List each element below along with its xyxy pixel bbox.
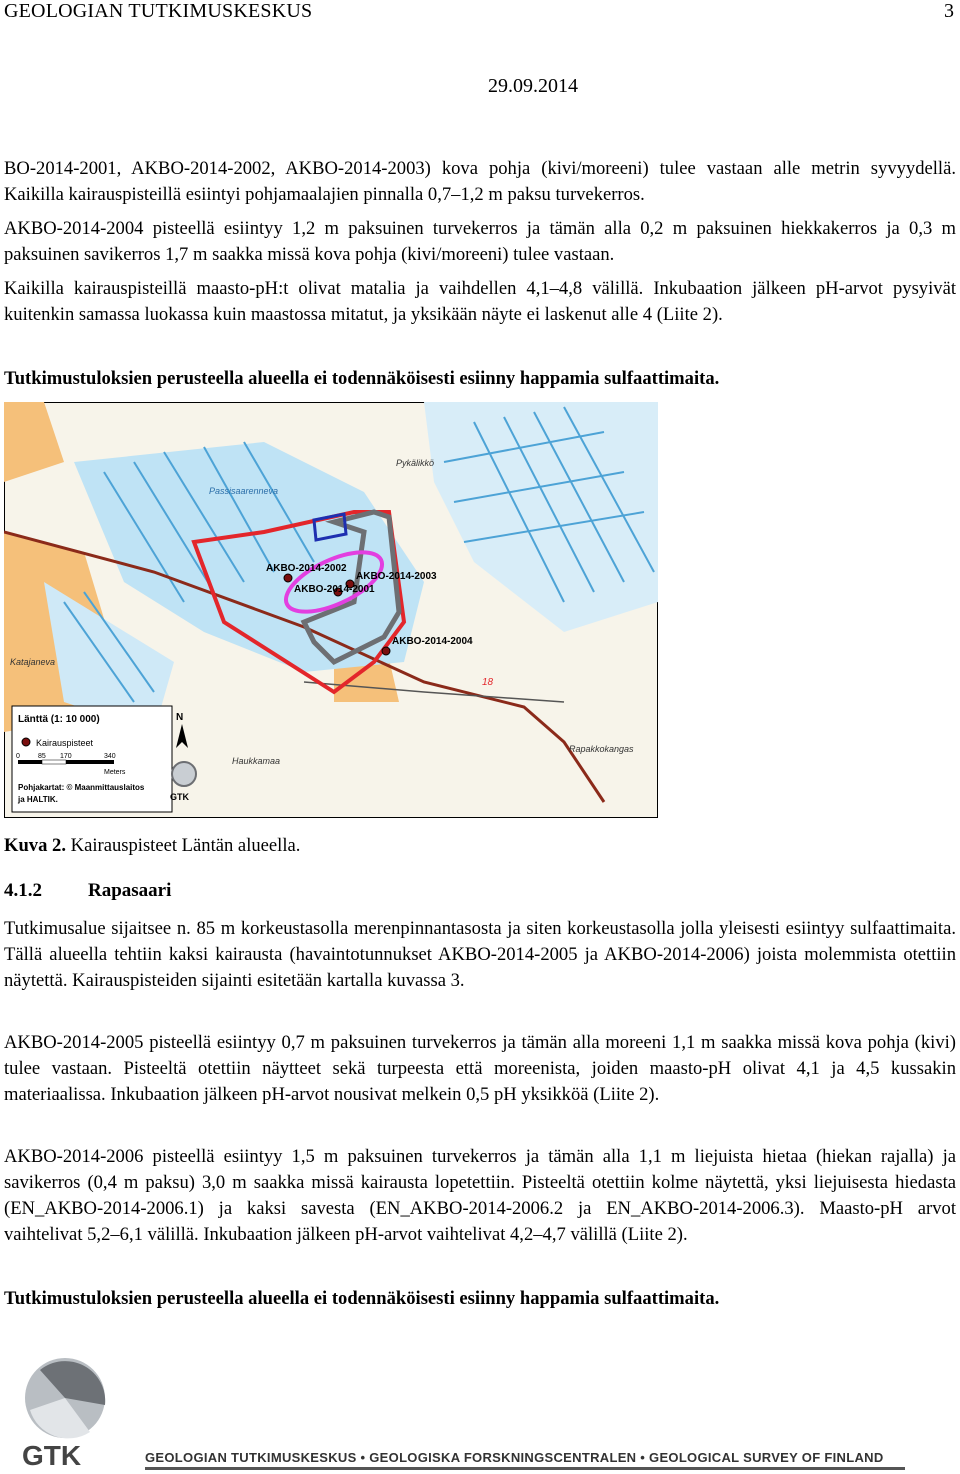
place-haukka: Haukkamaa [232, 756, 281, 766]
scale-85: 85 [38, 753, 46, 760]
header-org: GEOLOGIAN TUTKIMUSKESKUS [4, 0, 313, 22]
north-label: N [176, 712, 184, 723]
caption-text: Kairauspisteet Läntän alueella. [70, 835, 301, 856]
footer-divider [145, 1467, 905, 1470]
section-number: 4.1.2 [4, 880, 42, 901]
figure-caption [4, 835, 300, 857]
section-title: Rapasaari [88, 880, 172, 901]
label-2004: AKBO-2014-2004 [392, 636, 473, 647]
map-source-1: Pohjakartat: © Maanmittauslaitos [18, 783, 145, 792]
scale-340: 340 [104, 753, 116, 760]
map-source-2: ja HALTIK. [18, 795, 58, 804]
paragraph-1: BO-2014-2001, AKBO-2014-2002, AKBO-2014-2003) kova pohja (kivi/moreeni) tulee vastaan alle metrin syvyydellä. Kaikilla kairauspisteillä esiintyi pohjamaalajien pinnalla 0,7–1,2 m paksu turvekerros. [4, 158, 956, 205]
label-2001: AKBO-2014-2001 [294, 584, 375, 595]
footer-org-names: GEOLOGIAN TUTKIMUSKESKUS • GEOLOGISKA FORSKNINGSCENTRALEN • GEOLOGICAL SURVEY OF FINLAND [145, 1450, 884, 1465]
scale-unit: Meters [104, 769, 126, 776]
paragraph-4: Tutkimusalue sijaitsee n. 85 m korkeustasolla merenpinnantasosta ja siten korkeustasolla jolla yleisesti esiintyy sulfaattimaita. Tällä alueella tehtiin kaksi kairausta (havaintotunnukset AKBO-2014-2005 ja AKBO-2014-2006) joista molemmista otettiin näytettä. Kairauspisteiden sijainti esitetään kartalla kuvassa 3. [4, 918, 956, 991]
road-number: 18 [482, 677, 494, 688]
label-2003: AKBO-2014-2003 [356, 571, 437, 582]
place-rapak: Rapakkokangas [569, 744, 634, 754]
paragraph-6: AKBO-2014-2006 pisteellä esiintyy 1,5 m paksuinen turvekerros ja tämän alla 1,1 m liejuista hietaa (hiekan rajalla) ja savikerros (0,4 m paksu) 3,0 m saakka missä kairausta lopetettiin. Pisteeltä otettiin kolme näytettä, yksi liejuisesta hiedasta (EN_AKBO-2014-2006.1) ja kaksi savesta (EN_AKBO-2014-2006.2 ja EN_AKBO-2014-2006.3). Maasto-pH arvot vaihtelivat 5,2–6,1 välillä. Inkubaation jälkeen pH-arvot vaihtelivat 4,2–4,7 välillä (Liite 2). [4, 1146, 956, 1245]
paragraph-5: AKBO-2014-2005 pisteellä esiintyy 0,7 m paksuinen turvekerros ja tämän alla moreeni 1,1 m saakka missä kova pohja (kivi) tulee vastaan. Pisteeltä otettiin näytteet sekä turpeesta että moreenista, joiden maasto-pH olivat 4,1 ja 4,5 kussakin materiaalissa. Inkubaation jälkeen pH-arvot nousivat melkein 0,5 pH yksikköä (Liite 2). [4, 1032, 956, 1105]
paragraph-conclusion-2: Tutkimustuloksien perusteella alueella ei todennäköisesti esiinny happamia sulfaattimaita. [4, 1288, 720, 1309]
paragraph-3: Kaikilla kairauspisteillä maasto-pH:t olivat matalia ja vaihdellen 4,1–4,8 välillä. Inkubaation jälkeen pH-arvot pysyivät kuitenkin samassa luokassa kuin maastossa mitatut, ja yksikään näyte ei laskenut alle 4 (Liite 2). [4, 278, 956, 325]
gtk-globe-icon [172, 762, 196, 786]
scale-0: 0 [16, 753, 20, 760]
legend-title: Länttä (1: 10 000) [18, 714, 100, 725]
place-kataja: Katajaneva [10, 657, 56, 667]
legend-point-symbol [22, 738, 30, 746]
page-footer [0, 1340, 960, 1474]
gtk-logo-icon [10, 1350, 140, 1450]
footer-logo-text: GTK [22, 1440, 82, 1471]
map-legend [12, 706, 196, 812]
paragraph-conclusion-1: Tutkimustuloksien perusteella alueella ei todennäköisesti esiinny happamia sulfaattimaita. [4, 368, 720, 389]
page-number: 3 [944, 0, 954, 22]
caption-label: Kuva 2. [4, 835, 66, 856]
map-svg [4, 402, 658, 818]
place-passi: Passisaarenneva [209, 486, 279, 496]
header-date: 29.09.2014 [488, 75, 578, 97]
point-2002 [284, 574, 292, 582]
legend-logo-text: GTK [170, 792, 189, 802]
point-2004 [382, 647, 390, 655]
legend-point-label: Kairauspisteet [36, 738, 94, 748]
label-2002: AKBO-2014-2002 [266, 563, 347, 574]
map-figure [4, 402, 658, 818]
scale-170: 170 [60, 753, 72, 760]
paragraph-2: AKBO-2014-2004 pisteellä esiintyy 1,2 m paksuinen turvekerros ja tämän alla 0,2 m paksuinen hiekkakerros ja 0,3 m paksuinen savikerros 1,7 m saakka missä kova pohja (kivi/moreeni) tulee vastaan. [4, 218, 956, 265]
place-pyka: Pykälikkö [396, 458, 435, 468]
